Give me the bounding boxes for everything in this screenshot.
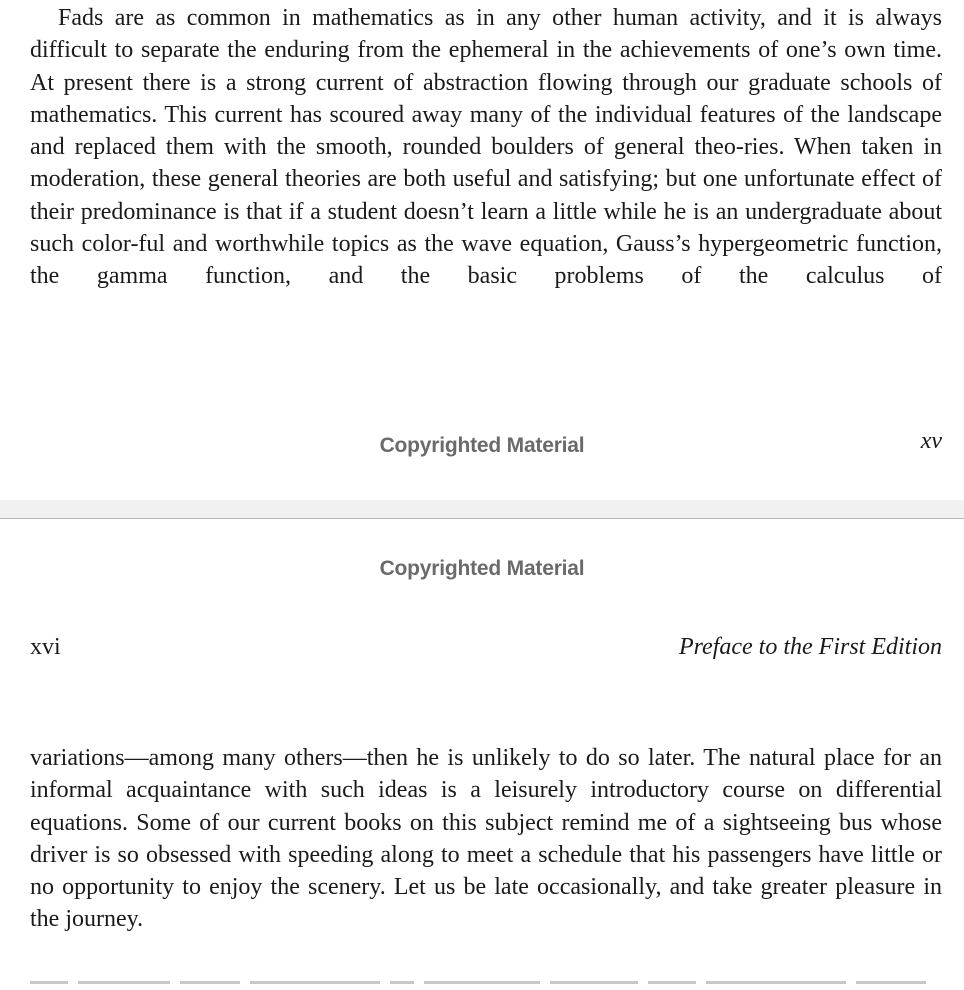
cropped-next-line	[30, 981, 942, 990]
copyright-watermark: Copyrighted Material	[379, 434, 585, 457]
page-number: xvi	[30, 634, 61, 660]
running-head: Preface to the First Edition	[678, 634, 942, 660]
page-separator	[0, 500, 964, 519]
body-paragraph: variations—among many others—then he is unlikely to do so later. The natural place for an informal acquaintance with such ideas is a leisurely introductory course on differential equations. Some of our current books on this subject remind me of a sightseeing bus whose driver is so obsessed with speeding along to meet a schedule that his passengers have little or no opportunity to enjoy the scenery. Let us be late occasionally, and take greater pleasure in the journey.	[30, 745, 942, 933]
body-paragraph: Fads are as common in mathematics as in any other human activity, and it is always difficult to separate the enduring from the ephemeral in the achievements of one’s own time. At present there is a strong current of abstraction flowing through our graduate schools of mathematics. This current has scoured away many of the individual features of the landscape and replaced them with the smooth, rounded boulders of general theo-ries. When taken in moderation, these general theories are both useful and satisfying; but one unfortunate effect of their predominance is that if a student doesn’t learn a little while he is an undergraduate about such color-ful and worthwhile topics as the wave equation, Gauss’s hypergeometric function, the gamma function, and the basic problems of the calculus of	[30, 5, 942, 290]
page-xvi	[0, 519, 964, 990]
page-number: xv	[920, 428, 942, 454]
copyright-watermark: Copyrighted Material	[379, 557, 585, 580]
